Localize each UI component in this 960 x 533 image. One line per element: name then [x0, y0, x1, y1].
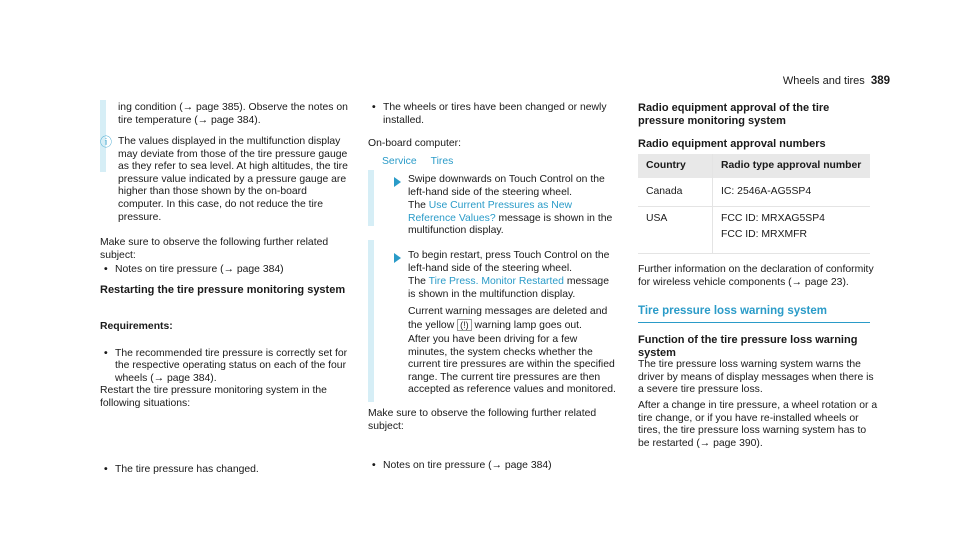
subsection-heading: Radio equipment approval numbers: [638, 138, 826, 150]
table-header-row: [638, 154, 870, 178]
step-bar: [368, 240, 374, 402]
list-item-text: Notes on tire pressure (→ page 384): [115, 264, 284, 275]
list-item-text: Notes on tire pressure (→ page 384): [383, 460, 552, 472]
list-item: • The tire pressure has changed.: [104, 464, 259, 476]
table-row: [638, 207, 870, 254]
table-cell-line: FCC ID: MRXMFR: [721, 228, 808, 240]
section-title: Tire pressure loss warning system: [638, 305, 827, 317]
table-header: Country: [638, 154, 713, 178]
col2-p2: Make sure to observe the following further related subject:: [368, 408, 597, 432]
step-1-msg-pre: The: [408, 200, 426, 211]
step-2-msg-post: message is shown in the multifunction display.: [408, 276, 609, 300]
header-title: Wheels and tires: [782, 75, 865, 87]
menu-path: [382, 156, 467, 169]
step-arrow-icon: [394, 177, 401, 187]
table-cell-line: FCC ID: MRXAG5SP4: [721, 213, 825, 224]
list-item: • The wheels or tires have been changed or newly installed.: [372, 102, 607, 126]
page-header: [783, 75, 890, 88]
section-divider: [638, 322, 870, 323]
step-bar: [368, 170, 374, 226]
step-2-text: To begin restart, press Touch Control on the left-hand side of the steering wheel.: [408, 250, 610, 274]
step-1-msg-post: message is shown in the multifunction display.: [408, 212, 613, 237]
section-heading: Restarting the tire pressure monitoring system: [100, 284, 346, 296]
tire-pressure-warning-icon: (!): [457, 319, 472, 331]
column-1: [100, 0, 352, 476]
list-item-text: The wheels or tires have been changed or newly installed.: [383, 102, 607, 126]
col1-p1: ing condition (→ page 385). Observe the notes on tire temperature (→ page 384).: [118, 102, 348, 126]
info-text: The values displayed in the multifunction display may deviate from those of the tire pressure gauge as they refer to sea level. At high altitudes, the tire pressure value indicated by a pressure gauge are higher than those shown by the on-board computer. In this case, do not reduce the tire pressure.: [118, 136, 348, 223]
col1-p2: Make sure to observe the following further related subject:: [100, 237, 329, 261]
subsection-heading: Function of the tire pressure loss warning system: [638, 334, 858, 359]
col3-p2: The tire pressure loss warning system warns the driver by means of display messages when there is a severe tire pressure loss.: [638, 359, 874, 396]
table-row: [638, 178, 870, 207]
display-message: Tire Press. Monitor Restarted: [428, 276, 564, 287]
lamp-text-pre: Current warning messages are deleted and the yellow: [408, 306, 608, 331]
step-arrow-icon: [394, 253, 401, 263]
approval-table: [638, 154, 870, 254]
requirements-label: Requirements:: [100, 321, 173, 332]
tab-service: Service: [382, 156, 417, 167]
table-header: Radio type approval number: [713, 154, 871, 178]
list-item: • Notes on tire pressure (→ page 384): [104, 264, 284, 275]
tab-tires: Tires: [430, 156, 454, 167]
page-number: 389: [870, 75, 890, 87]
table-cell: IC: 2546A-AG5SP4: [713, 178, 871, 207]
table-cell: Canada: [638, 178, 713, 207]
step-2-msg-pre: The: [408, 276, 426, 287]
list-item: • Notes on tire pressure (→ page 384): [372, 460, 552, 472]
display-message: Use Current Pressures as New Reference Values?: [408, 200, 573, 224]
section-heading: Radio equipment approval of the tire pressure monitoring system: [638, 102, 830, 127]
step-2-message: [408, 276, 616, 301]
table-cell: [713, 207, 871, 254]
table-cell: USA: [638, 207, 713, 254]
lamp-text-post: warning lamp goes out.: [474, 319, 582, 331]
step-1-text: Swipe downwards on Touch Control on the left-hand side of the steering wheel.: [408, 174, 605, 198]
col3-p1: Further information on the declaration of conformity for wireless vehicle components (→ page 23).: [638, 264, 874, 288]
col1-p3: Restart the tire pressure monitoring system in the following situations:: [100, 385, 327, 409]
info-icon: ⓘ: [100, 135, 113, 149]
step-1-message: [408, 200, 616, 238]
list-item-text: The recommended tire pressure is correctly set for the respective operating status on each of the four wheels (→ page 384).: [115, 347, 348, 384]
column-2: [368, 0, 616, 472]
step-2-lamp: [408, 306, 616, 332]
step-2-detail: After you have been driving for a few minutes, the system checks whether the current tire pressures are within the specified range. The current tire pressures are then accepted as reference values and monitored.: [408, 334, 616, 396]
onboard-label: On-board computer:: [368, 138, 461, 149]
list-item: • The recommended tire pressure is correctly set for the respective operating status on each of the four wheels (→ page 384).: [104, 347, 348, 384]
col3-p3: After a change in tire pressure, a wheel rotation or a tire change, or if you have re-installed wheels or tires, the tire pressure loss warning system has to be restarted (→ page 390).: [638, 400, 878, 449]
list-item-text: The tire pressure has changed.: [115, 464, 259, 476]
